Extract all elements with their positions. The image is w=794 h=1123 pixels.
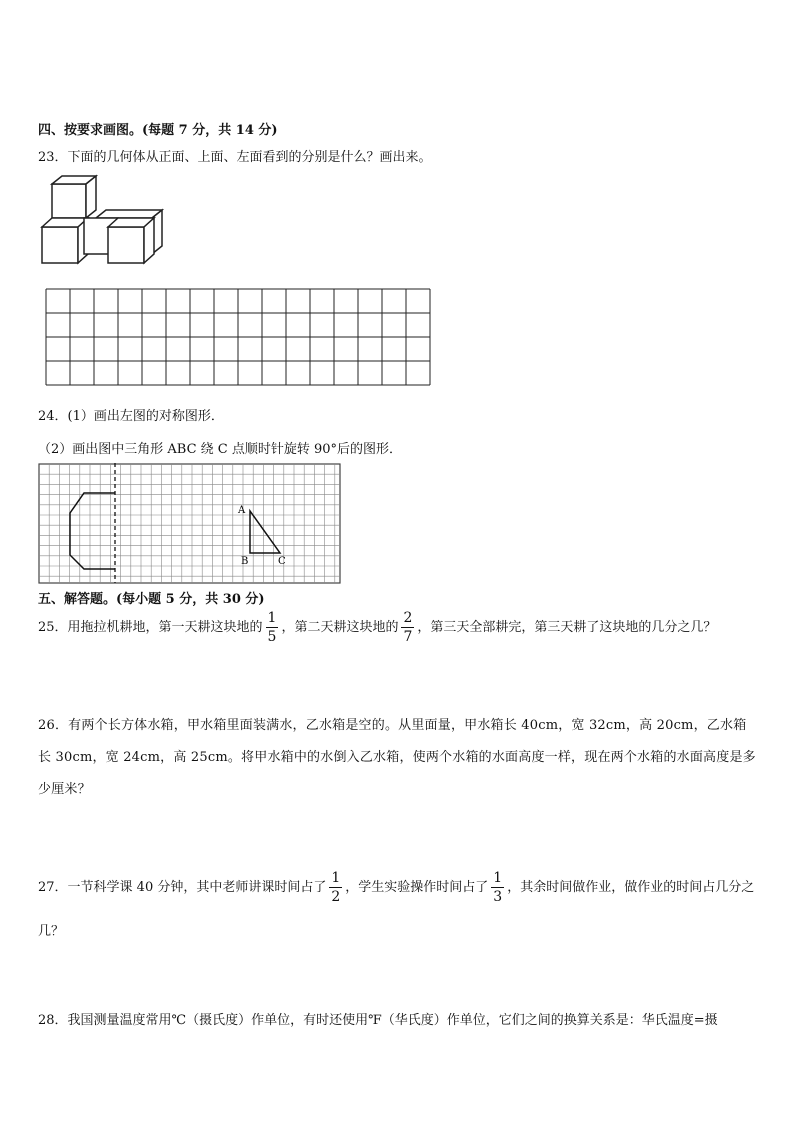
denominator: 5 (267, 629, 277, 645)
q27-text-3: ，其余时间做作业，做作业的时间占几分之几？ (38, 880, 755, 939)
q27-text-1: 27．一节科学课 40 分钟，其中老师讲课时间占了 (38, 880, 327, 895)
question-24-part1: 24．(1）画出左图的对称图形． (38, 409, 224, 424)
question-27 (38, 866, 758, 954)
question-25 (38, 608, 716, 648)
q27-text-2: ，学生实验操作时间占了 (345, 880, 489, 895)
fraction-1-3 (491, 869, 504, 906)
question-24-part2: （2）画出图中三角形 ABC 绕 C 点顺时针旋转 90°后的图形． (38, 442, 403, 457)
triangle-abc (250, 511, 280, 553)
question-26: 26．有两个长方体水箱，甲水箱里面装满水，乙水箱是空的。从里面量，甲水箱长 40cm，宽 32cm，高 20cm，乙水箱长 30cm，宽 24cm，高 25cm。将甲水箱中的水倒入乙水箱，使两个水箱的水面高度一样，现在两个水箱的水面高度是多少厘米？ (38, 718, 756, 797)
question-23-text: 23．下面的几何体从正面、上面、左面看到的分别是什么？画出来。 (38, 150, 432, 165)
denominator: 7 (403, 629, 413, 645)
numerator: 1 (331, 870, 341, 886)
denominator: 3 (493, 889, 503, 905)
question-28: 28．我国测量温度常用℃（摄氏度）作单位，有时还使用℉（华氏度）作单位，它们之间的换算关系是：华氏温度=摄 (38, 1013, 718, 1028)
drawing-grid (45, 288, 431, 386)
denominator: 2 (331, 889, 341, 905)
fraction-1-5 (266, 609, 279, 646)
numerator: 2 (403, 610, 413, 626)
q25-text-3: ，第三天全部耕完，第三天耕了这块地的几分之几？ (417, 620, 717, 635)
graph-paper-grid (38, 463, 342, 585)
section-five-heading: 五、解答题。(每小题 5 分，共 30 分) (38, 592, 265, 607)
cube-figure (38, 172, 164, 266)
fraction-1-2 (329, 869, 342, 906)
vertex-label-a: A (238, 505, 246, 516)
half-shape-figure (70, 493, 115, 569)
vertex-label-c: C (278, 556, 286, 567)
section-four-heading: 四、按要求画图。(每题 7 分，共 14 分) (38, 123, 278, 138)
numerator: 1 (493, 870, 503, 886)
vertex-label-b: B (241, 556, 249, 567)
q25-text-1: 25．用拖拉机耕地，第一天耕这块地的 (38, 620, 263, 635)
numerator: 1 (267, 610, 277, 626)
fraction-2-7 (401, 609, 414, 646)
q25-text-2: ，第二天耕这块地的 (281, 620, 399, 635)
